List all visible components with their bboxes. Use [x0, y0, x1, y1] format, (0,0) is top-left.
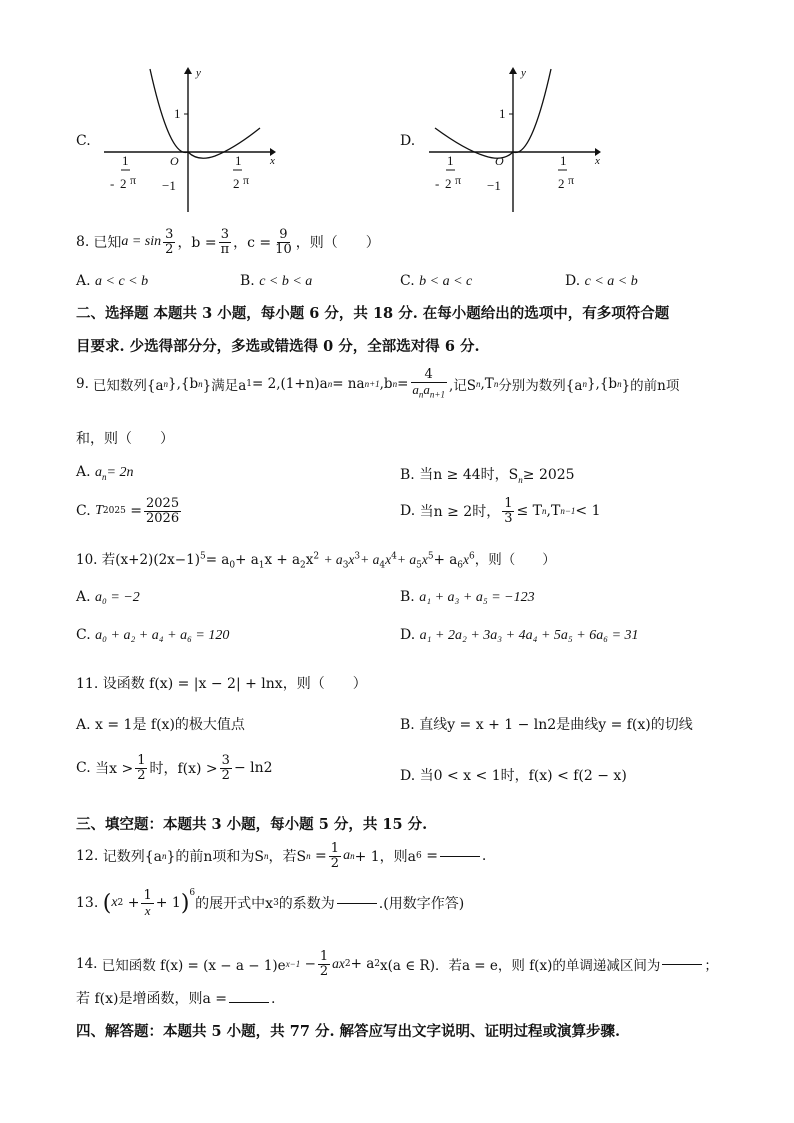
svg-text:1: 1 [122, 153, 129, 168]
section-4-heading: 四、解答题：本题共 5 小题，共 77 分. 解答应写出文字说明、证明过程或演算步骤. [76, 1023, 621, 1040]
svg-text:π: π [568, 173, 575, 187]
svg-text:2: 2 [445, 176, 452, 191]
q10-option-c: C. a₀ + a₂ + a₄ + a₆ = 120 [76, 627, 230, 643]
svg-text:x: x [270, 155, 275, 167]
svg-text:π: π [243, 173, 250, 187]
q11-option-a: A. x = 1是 f(x)的极大值点 [76, 717, 245, 733]
svg-text:y: y [521, 67, 526, 79]
svg-text:-: - [110, 176, 115, 191]
option-c-graph [100, 64, 280, 214]
q9-option-d: D. 当n ≥ 2时， $\frac{1}{3}$ ≤ T n ,T n−1 < 1 [400, 496, 601, 526]
q10-option-d: D. a₁ + 2a₂ + 3a₃ + 4a₄ + 5a₅ + 6a₆ = 31 [400, 627, 639, 643]
svg-text:y: y [196, 67, 201, 79]
q8-option-d: D. c < a < b [565, 273, 638, 289]
q11-option-c: C. 当x > $\frac{1}{2}$ 时，f(x) > $\frac{3}{2}$ − ln2 [76, 753, 273, 783]
option-c-label: C. [76, 133, 91, 149]
svg-text:2: 2 [120, 176, 127, 191]
svg-text:1: 1 [174, 106, 181, 121]
q8-option-b: B. c < b < a [240, 273, 313, 289]
q9-option-b: B. 当n ≥ 44时，$S_n\ge 2025$ [400, 467, 575, 485]
question-14: 14. 已知函数 f(x) = (x − a − 1)e x−1 − $\frac{1}{2}$ ax 2 + a 2 x(a ∈ R)．若a = e，则 f(x)的单调递减区间为 ； [76, 949, 718, 979]
section-2-heading-line2: 目要求. 少选得部分分，多选或错选得 0 分，全部选对得 6 分. [76, 338, 480, 355]
svg-text:O: O [170, 154, 179, 168]
svg-text:1: 1 [560, 153, 567, 168]
q9-option-c: C. T 2025 = $\frac{2025}{2026}$ [76, 496, 180, 526]
q8-option-a: A. a < c < b [76, 273, 149, 289]
question-10: 10. 若$(x+2)(2x-1)^5= a_0+ a_1x + a_2x^2 + a_3x^3+ a_4x^4+ a_5x^5+ a_6x^6$，则（ ） [76, 551, 556, 571]
question-11: 11. 设函数 f(x) = |x − 2| + lnx，则（ ） [76, 676, 367, 692]
svg-text:−1: −1 [487, 178, 501, 193]
q9-option-a: A. $a_n= 2n$ [76, 464, 134, 482]
q8-option-c: C. b < a < c [400, 273, 473, 289]
q10-option-b: B. a₁ + a₃ + a₅ = −123 [400, 589, 535, 605]
question-number: 8. [76, 234, 90, 251]
svg-text:O: O [495, 154, 504, 168]
section-2-heading: 二、选择题 本题共 3 小题，每小题 6 分，共 18 分. 在每小题给出的选项中，有多项符合题 [76, 305, 670, 322]
answer-blank[interactable] [337, 903, 377, 904]
svg-text:1: 1 [499, 106, 506, 121]
q11-option-b: B. 直线y = x + 1 − ln2是曲线y = f(x)的切线 [400, 717, 693, 733]
question-8: 8. 已知 a = sin $\frac{3}{2}$ ，b = $\frac{3}{\pi}$ ，c = $\frac{9}{10}$ ，则（ ） [76, 227, 380, 257]
q10-option-a: A. a₀ = −2 [76, 589, 140, 605]
question-12: 12. 记数列{a n }的前n项和为S n ，若S n = $\frac{1}{2}$ a n + 1，则a 6 = . [76, 841, 487, 871]
svg-text:x: x [595, 155, 600, 167]
answer-blank[interactable] [440, 856, 480, 857]
question-9-line2: 和，则（ ） [76, 431, 174, 447]
svg-text:2: 2 [558, 176, 565, 191]
answer-blank[interactable] [662, 964, 702, 965]
q11-option-d: D. 当0 < x < 1时，f(x) < f(2 − x) [400, 768, 627, 784]
question-14-line2: 若 f(x)是增函数，则a = . [76, 991, 276, 1007]
svg-text:-: - [435, 176, 440, 191]
question-stem: 已知 [93, 235, 122, 252]
section-3-heading: 三、填空题：本题共 3 小题，每小题 5 分，共 15 分. [76, 816, 428, 833]
answer-blank[interactable] [229, 1002, 269, 1003]
question-13: 13. ( x 2 + $\frac{1}{x}$ + 1 ) $^6$ 的展开式中x 3 的系数为 .(用数字作答) [76, 888, 465, 918]
question-9: 9. 已知数列{a n },{b n }满足a 1 = 2,(1+n)a n = na n+1 ,b n = $\frac{4}{a_na_{n+1}}$ ,记S n ,T n 分别为数列{a n },{b n }的前n项 [76, 367, 680, 400]
svg-text:−1: −1 [162, 178, 176, 193]
svg-text:2: 2 [233, 176, 240, 191]
option-d-graph [425, 64, 605, 214]
svg-text:1: 1 [235, 153, 242, 168]
svg-text:1: 1 [447, 153, 454, 168]
svg-text:π: π [130, 173, 137, 187]
svg-text:π: π [455, 173, 462, 187]
option-d-label: D. [400, 133, 416, 149]
